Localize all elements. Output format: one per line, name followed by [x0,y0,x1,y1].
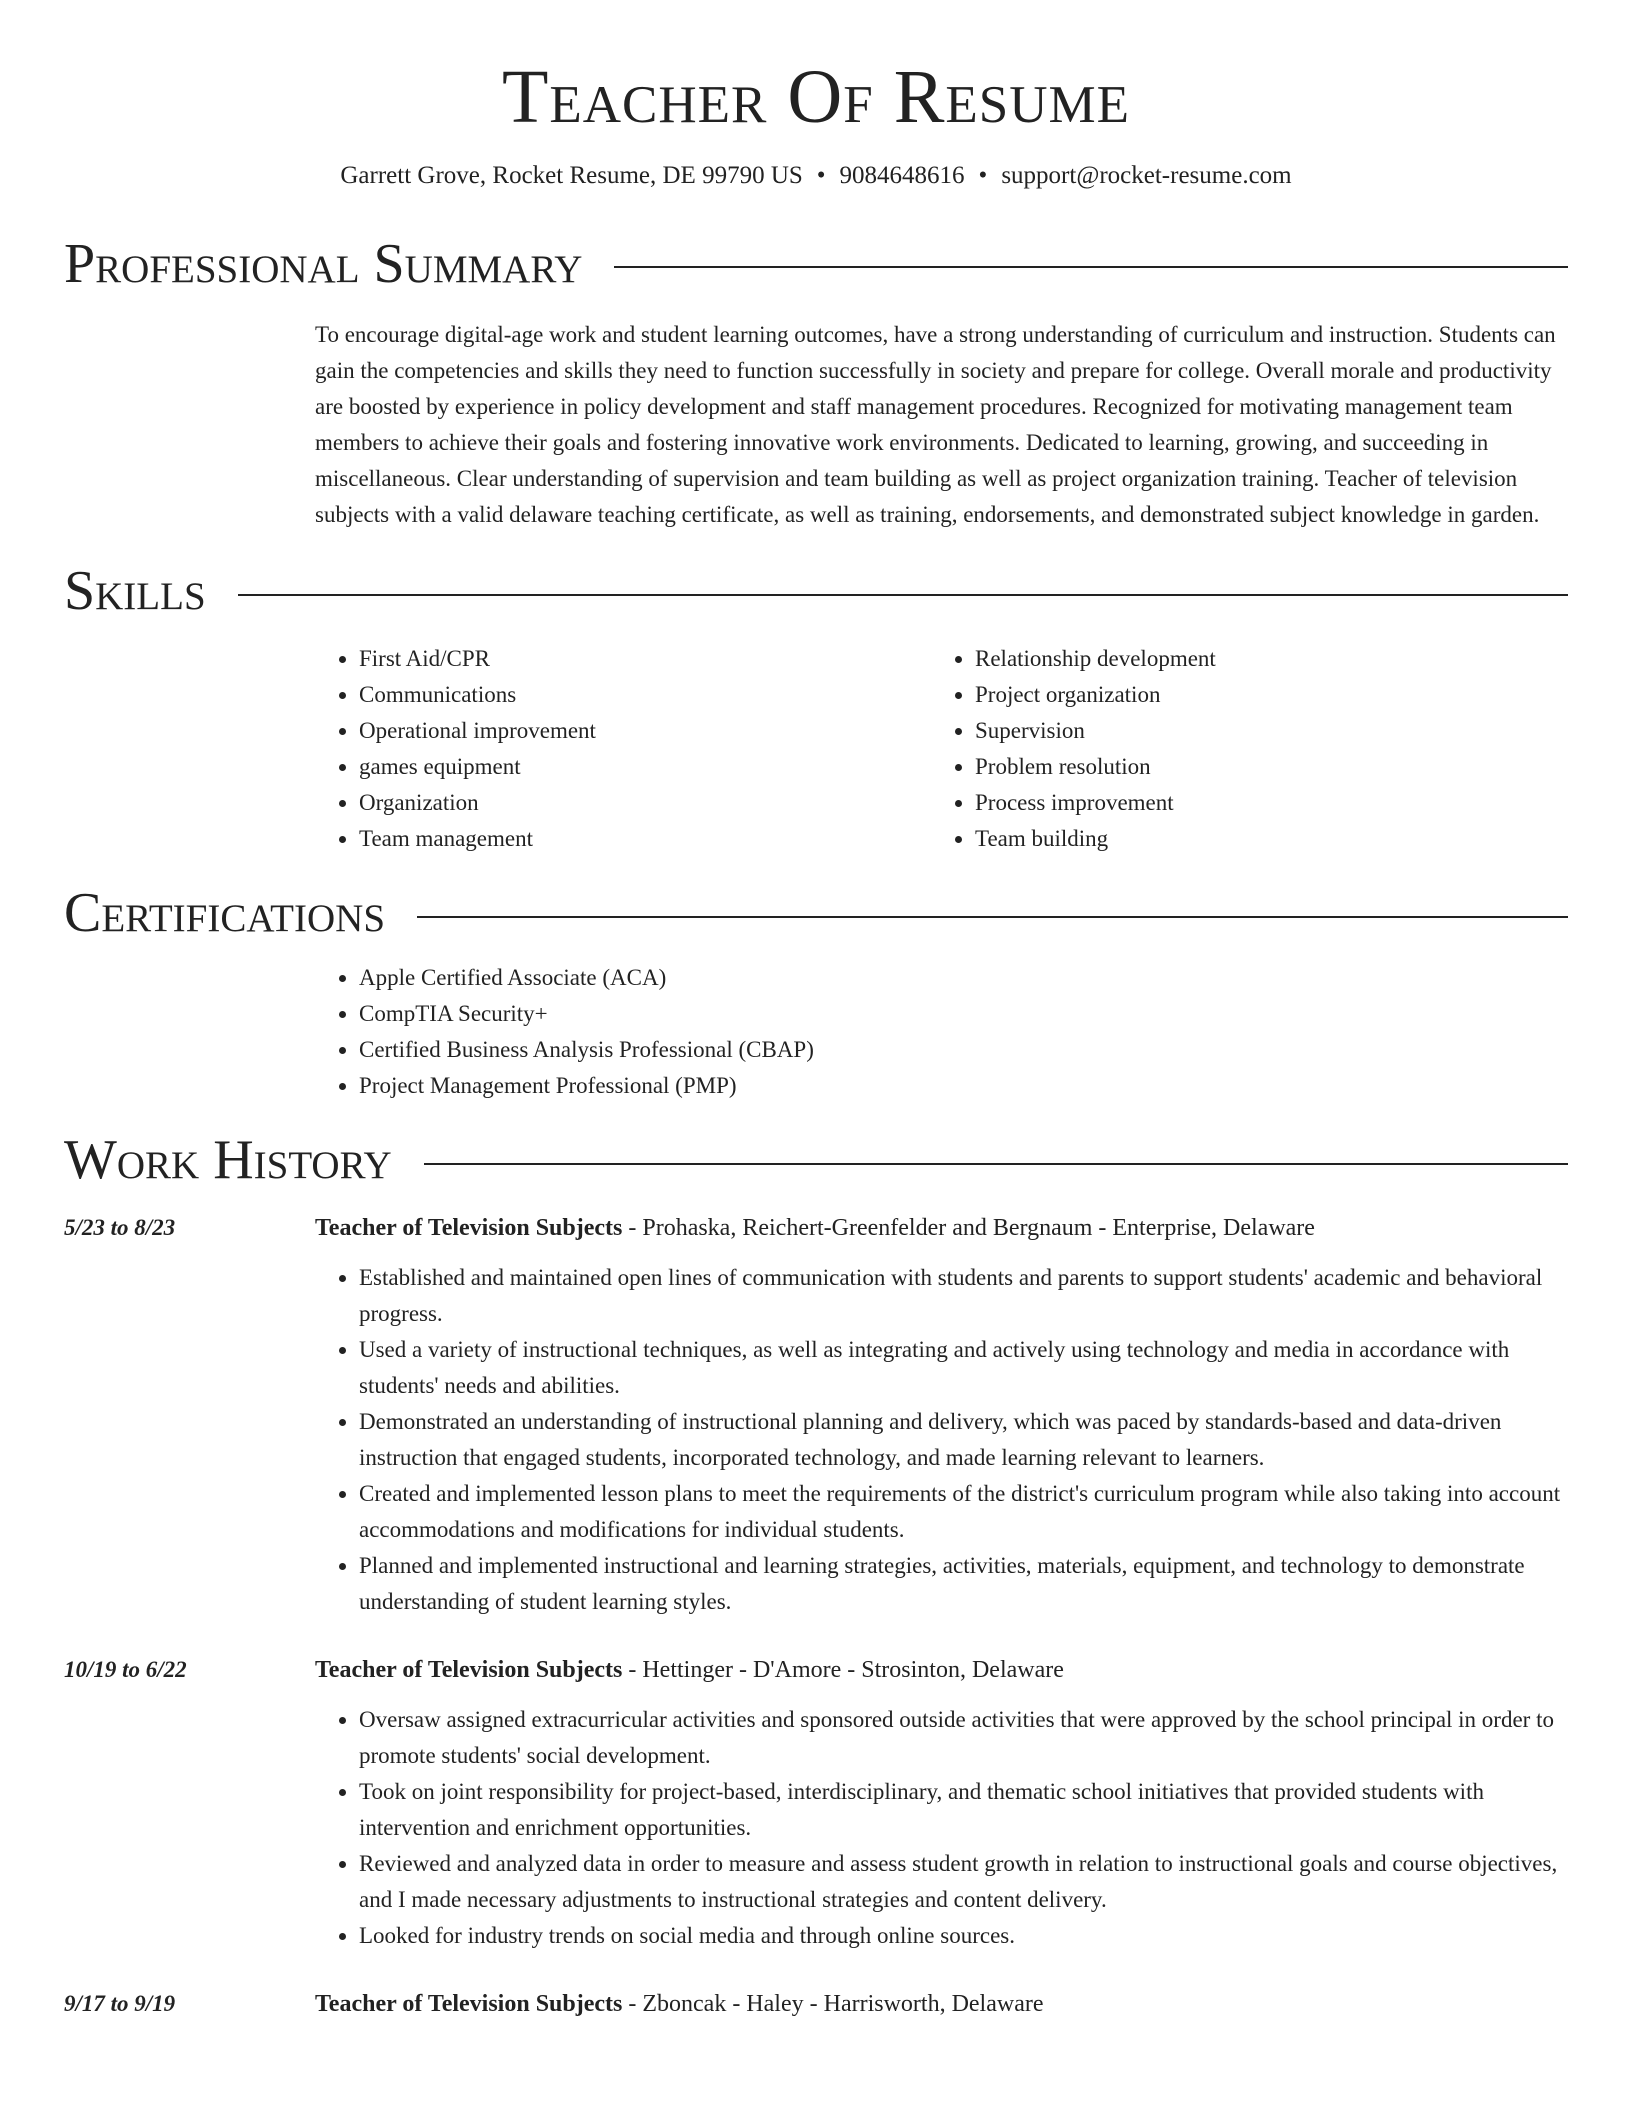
skill-item: • Communications [359,677,931,713]
contact-phone: 9084648616 [839,161,965,189]
job-employer: - Prohaska, Reichert-Greenfelder and Bergnaum - Enterprise, Delaware [622,1214,1315,1241]
skills-list [315,641,1568,857]
job-dates: 5/23 to 8/23 [64,1214,176,1240]
skills-section-header [64,561,1568,623]
skill-item: • Supervision [975,713,1547,749]
certifications-heading: Certifications [64,881,386,944]
certification-item: • Apple Certified Associate (ACA) [359,960,1568,996]
job-entry [64,1652,1568,1954]
job-details [315,1652,1568,1954]
job-duties [315,1702,1568,1954]
work-history-section-header [64,1130,1568,1192]
job-title: Teacher of Television Subjects [315,1990,623,2017]
skill-item: • Process improvement [975,785,1547,821]
contact-line [64,162,1568,190]
job-duty-item: • Took on joint responsibility for project-based, interdisciplinary, and thematic school initiatives that provided students with intervention and enrichment opportunities. [359,1774,1568,1846]
certification-item: • Certified Business Analysis Professional (CBAP) [359,1032,1568,1068]
job-details [315,1210,1568,1620]
certifications-list [315,960,1568,1104]
job-dates: 10/19 to 6/22 [64,1656,187,1682]
skill-item: • Team management [359,821,931,857]
skills-column-left [315,641,931,857]
job-duty-item: • Planned and implemented instructional and learning strategies, activities, materials, equipment, and technology to demonstrate understanding of student learning styles. [359,1548,1568,1620]
work-history-heading: Work History [64,1129,392,1192]
section-divider [238,594,1568,596]
skill-item: • First Aid/CPR [359,641,931,677]
certification-item: • Project Management Professional (PMP) [359,1068,1568,1104]
certifications-section-header [64,883,1568,945]
job-duty-item: • Established and maintained open lines of communication with students and parents to support students' academic and behavioral progress. [359,1260,1568,1332]
summary-text: To encourage digital-age work and student learning outcomes, have a strong understanding of curriculum and instruction. Students can gain the competencies and skills they need to function successfully in society and prepare for college. Overall morale and productivity are boosted by experience in policy development and staff management procedures. Recognized for motivating management team members to achieve their goals and fostering innovative work environments. Dedicated to learning, growing, and succeeding in miscellaneous. Clear understanding of supervision and team building as well as project organization training. Teacher of television subjects with a valid delaware teaching certificate, as well as training, endorsements, and demonstrated subject knowledge in garden. [315,322,1556,528]
job-entry [64,1986,1568,2022]
skill-item: • Organization [359,785,931,821]
job-title: Teacher of Television Subjects [315,1214,623,1241]
job-duty-item: • Oversaw assigned extracurricular activities and sponsored outside activities that were approved by the school principal in order to promote students' social development. [359,1702,1568,1774]
resume-title: Teacher Of Resume [501,55,1131,139]
skills-column-right [931,641,1547,857]
job-title-line [315,1986,1568,2022]
job-duty-item: • Used a variety of instructional techniques, as well as integrating and actively using technology and media in accordance with students' needs and abilities. [359,1332,1568,1404]
skill-item: • Relationship development [975,641,1547,677]
job-employer: - Hettinger - D'Amore - Strosinton, Delaware [622,1656,1064,1683]
skills-heading: Skills [64,560,206,623]
contact-separator: • [816,161,826,189]
job-employer: - Zboncak - Haley - Harrisworth, Delaware [622,1990,1044,2017]
job-title-line [315,1652,1568,1688]
contact-address: Garrett Grove, Rocket Resume, DE 99790 US [340,161,803,189]
contact-separator: • [978,161,988,189]
skill-item: • games equipment [359,749,931,785]
section-divider [614,266,1568,268]
skill-item: • Operational improvement [359,713,931,749]
job-duty-item: • Created and implemented lesson plans to meet the requirements of the district's curriculum program while also taking into account accommodations and modifications for individual students. [359,1476,1568,1548]
job-duty-item: • Looked for industry trends on social media and through online sources. [359,1918,1568,1954]
certification-item: • CompTIA Security+ [359,996,1568,1032]
contact-email: support@rocket-resume.com [1001,161,1292,189]
job-duty-item: • Demonstrated an understanding of instructional planning and delivery, which was paced by standards-based and data-driven instruction that engaged students, incorporated technology, and made learning relevant to learners. [359,1404,1568,1476]
summary-heading: Professional Summary [64,232,583,295]
skill-item: • Problem resolution [975,749,1547,785]
summary-section-header [64,234,1568,296]
job-dates: 9/17 to 9/19 [64,1990,176,2016]
skill-item: • Project organization [975,677,1547,713]
job-title: Teacher of Television Subjects [315,1656,623,1683]
job-duties [315,1260,1568,1620]
skill-item: • Team building [975,821,1547,857]
job-title-line [315,1210,1568,1246]
section-divider [417,916,1568,918]
job-details [315,1986,1568,2022]
section-divider [424,1163,1568,1165]
job-entry [64,1210,1568,1620]
job-duty-item: • Reviewed and analyzed data in order to measure and assess student growth in relation to instructional goals and course objectives, and I made necessary adjustments to instructional strategies and content delivery. [359,1846,1568,1918]
